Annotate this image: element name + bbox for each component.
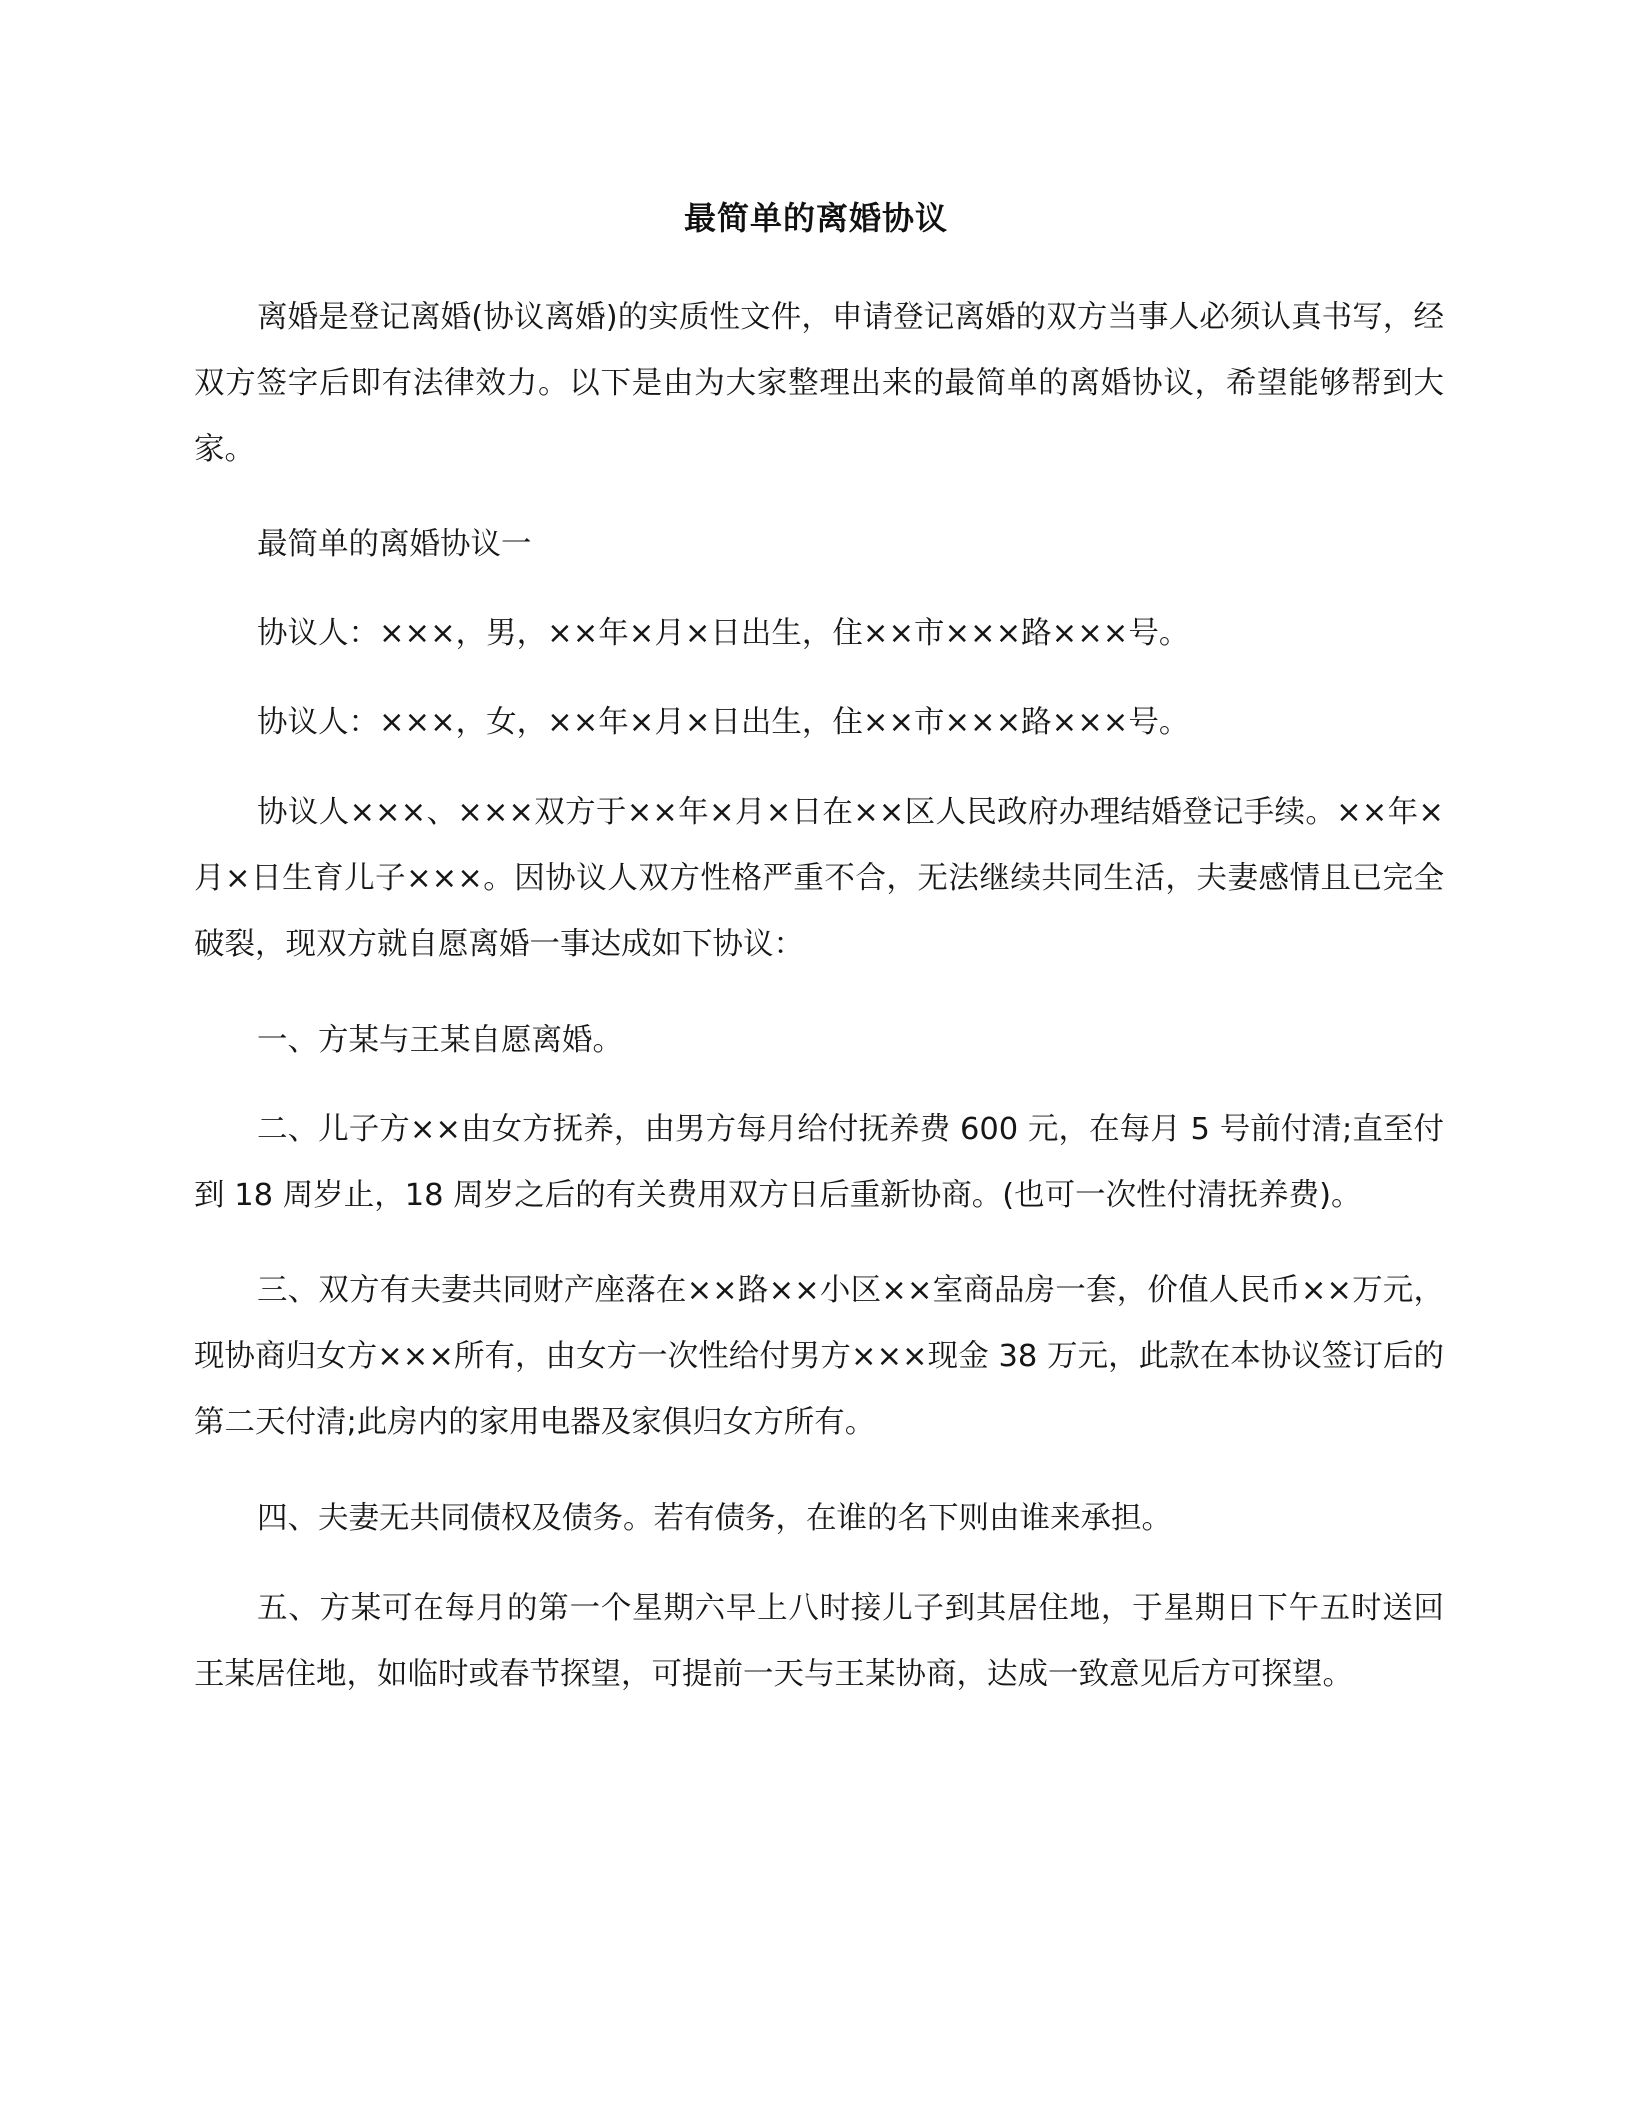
intro-paragraph: 离婚是登记离婚(协议离婚)的实质性文件，申请登记离婚的双方当事人必须认真书写，经双方签字后即有法律效力。以下是由为大家整理出来的最简单的离婚协议，希望能够帮到大家。	[194, 300, 1444, 467]
clause-4-paragraph: 四、夫妻无共同债权及债务。若有债务，在谁的名下则由谁来承担。	[257, 1501, 1172, 1536]
clause-5-paragraph: 五、方某可在每月的第一个星期六早上八时接儿子到其居住地，于星期日下午五时送回王某居住地，如临时或春节探望，可提前一天与王某协商，达成一致意见后方可探望。	[194, 1591, 1444, 1692]
background-paragraph: 协议人×××、×××双方于××年×月×日在××区人民政府办理结婚登记手续。××年×月×日生育儿子×××。因协议人双方性格严重不合，无法继续共同生活，夫妻感情且已完全破裂，现双方就自愿离婚一事达成如下协议：	[194, 795, 1444, 962]
document-title: 最简单的离婚协议	[683, 199, 948, 237]
party-female-paragraph: 协议人：×××，女，××年×月×日出生，住××市×××路×××号。	[257, 705, 1190, 740]
clause-1-paragraph: 一、方某与王某自愿离婚。	[257, 1023, 623, 1058]
section-heading: 最简单的离婚协议一	[257, 527, 532, 562]
clause-2-paragraph: 二、儿子方××由女方抚养，由男方每月给付抚养费 600 元，在每月 5 号前付清;直至付到 18 周岁止，18 周岁之后的有关费用双方日后重新协商。(也可一次性付清抚养费)。	[194, 1112, 1444, 1213]
party-male-paragraph: 协议人：×××，男，××年×月×日出生，住××市×××路×××号。	[257, 616, 1190, 651]
clause-3-paragraph: 三、双方有夫妻共同财产座落在××路××小区××室商品房一套，价值人民币××万元，现协商归女方×××所有，由女方一次性给付男方×××现金 38 万元，此款在本协议签订后的第二天付清;此房内的家用电器及家俱归女方所有。	[194, 1273, 1444, 1440]
